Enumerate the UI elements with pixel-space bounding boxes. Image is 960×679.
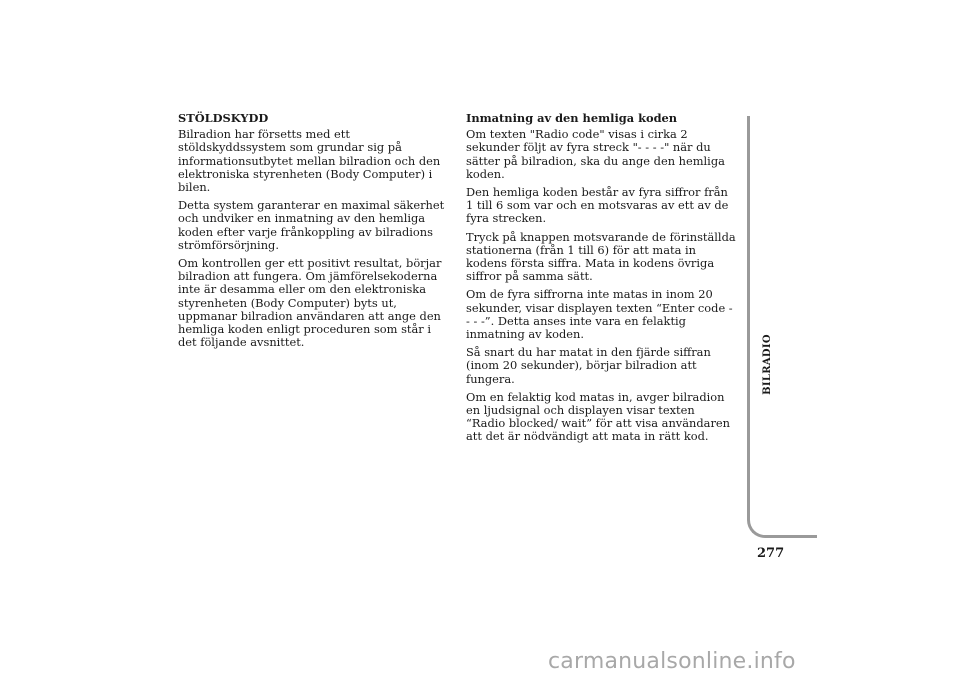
paragraph: Om texten "Radio code" visas i cirka 2 sekunder följt av fyra streck "- - - -" när du sätter på bilradion, ska du ange den hemliga koden. (466, 127, 725, 181)
paragraph: Om de fyra siffrorna inte matas in inom 20 sekunder, visar displayen texten “Enter code - - - -”. Detta anses inte vara en felaktig inmatning av koden. (466, 287, 733, 342)
section-heading-code-entry: Inmatning av den hemliga koden (466, 111, 678, 125)
paragraph: Bilradion har försetts med ett stöldskyddssystem som grundar sig på informationsutbytet mellan bilradion och den elektroniska styrenheten (Body Computer) i bilen. (178, 127, 441, 195)
paragraph: Om kontrollen ger ett positivt resultat, börjar bilradion att fungera. Om jämförelsekoderna inte är desamma eller om den elektroniska styrenheten (Body Computer) byts ut, uppmanar bilradion användaren att ange den hemliga koden enligt proceduren som står i det följande avsnittet. (178, 256, 442, 350)
watermark: carmanualsonline.info (548, 649, 796, 674)
paragraph: Den hemliga koden består av fyra siffror från 1 till 6 som var och en motsvaras av ett av de fyra strecken. (466, 185, 729, 226)
chapter-tab-label (757, 334, 777, 394)
page-number: 277 (757, 546, 785, 561)
chapter-tab-border (747, 116, 817, 538)
paragraph: Om en felaktig kod matas in, avger bilradion en ljudsignal och displayen visar texten “Radio blocked/ wait” för att visa användaren att det är nödvändigt att mata in rätt kod. (466, 389, 730, 444)
chapter-tab-text: BILRADIO (761, 333, 773, 395)
section-heading-stoldskydd: STÖLDSKYDD (178, 111, 269, 125)
left-column (178, 112, 448, 354)
right-column (466, 112, 736, 449)
paragraph: Så snart du har matat in den fjärde siffran (inom 20 sekunder), börjar bilradion att fungera. (466, 345, 711, 386)
paragraph: Tryck på knappen motsvarande de förinställda stationerna (från 1 till 6) för att mata in kodens första siffra. Mata in kodens övriga siffror på samma sätt. (466, 229, 736, 284)
paragraph: Detta system garanterar en maximal säkerhet och undviker en inmatning av den hemliga koden efter varje frånkoppling av bilradions strömförsörjning. (178, 198, 445, 252)
